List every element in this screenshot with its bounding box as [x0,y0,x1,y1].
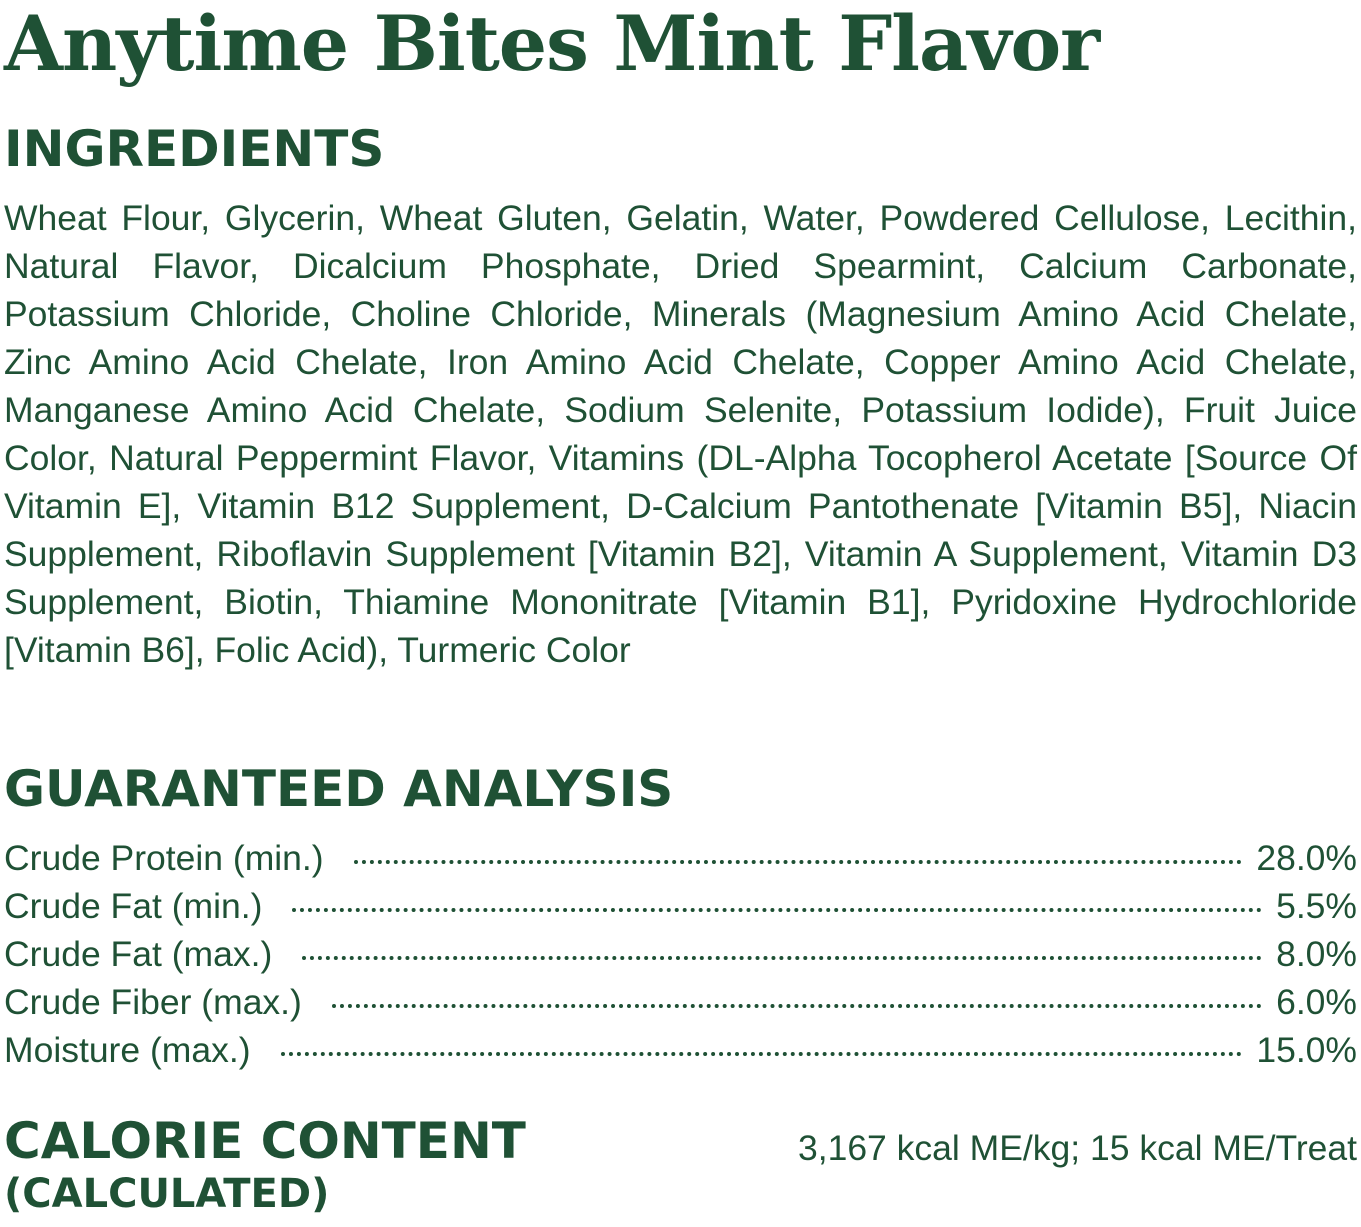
analysis-value: 8.0% [1276,934,1357,974]
analysis-label: Crude Fat (min.) [4,886,263,926]
analysis-value: 28.0% [1256,838,1357,878]
analysis-row-crude-fiber-max [4,978,1357,1026]
dot-leader [332,1004,1262,1008]
calorie-content-value: 3,167 kcal ME/kg; 15 kcal ME/Treat [797,1128,1357,1168]
analysis-value: 6.0% [1276,982,1357,1022]
analysis-value: 5.5% [1276,886,1357,926]
analysis-row-crude-fat-min [4,882,1357,930]
product-title: Anytime Bites Mint Flavor [4,0,1100,88]
guaranteed-analysis-heading: GUARANTEED ANALYSIS [4,760,674,818]
ingredients-heading: INGREDIENTS [4,120,385,178]
dot-leader [354,860,1243,864]
analysis-label: Moisture (max.) [4,1030,251,1070]
analysis-value: 15.0% [1256,1030,1357,1070]
analysis-row-crude-fat-max [4,930,1357,978]
analysis-label: Crude Protein (min.) [4,838,324,878]
dot-leader [281,1052,1243,1056]
calorie-content-heading [4,1112,526,1218]
guaranteed-analysis-table [4,834,1357,1074]
analysis-label: Crude Fat (max.) [4,934,273,974]
ingredients-list: Wheat Flour, Glycerin, Wheat Gluten, Gelatin, Water, Powdered Cellulose, Lecithin, Natural Flavor, Dicalcium Phosphate, Dried Spearmint, Calcium Carbonate, Potassium Chloride, Choline Chloride, Minerals (Magnesium Amino Acid Chelate, Zinc Amino Acid Chelate, Iron Amino Acid Chelate, Copper Amino Acid Chelate, Manganese Amino Acid Chelate, Sodium Selenite, Potassium Iodide), Fruit Juice Color, Natural Peppermint Flavor, Vitamins (DL-Alpha Tocopherol Acetate [Source Of Vitamin E], Vitamin B12 Supplement, D-Calcium Pantothenate [Vitamin B5], Niacin Supplement, Riboflavin Supplement [Vitamin B2], Vitamin A Supplement, Vitamin D3 Supplement, Biotin, Thiamine Mononitrate [Vitamin B1], Pyridoxine Hydrochloride [Vitamin B6], Folic Acid), Turmeric Color [4,198,1357,670]
analysis-row-moisture-max [4,1026,1357,1074]
dot-leader [302,956,1262,960]
analysis-label: Crude Fiber (max.) [4,982,302,1022]
analysis-row-crude-protein-min [4,834,1357,882]
calorie-content-title: CALORIE CONTENT [4,1112,526,1170]
dot-leader [292,908,1262,912]
calorie-content-subtitle: (CALCULATED) [4,1171,330,1217]
